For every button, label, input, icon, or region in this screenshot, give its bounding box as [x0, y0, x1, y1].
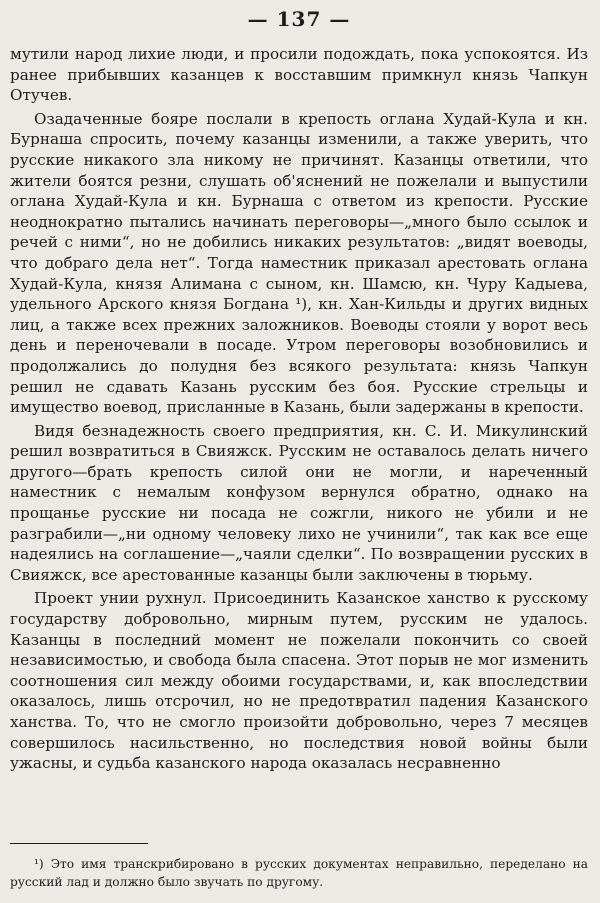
- page-number: — 137 —: [247, 7, 351, 31]
- paragraph-1: мутили народ лихие люди, и просили подождать, пока успокоятся. Из ранее прибывших казанцев к восставшим примкнул князь Чапкун Отучев.: [10, 45, 588, 105]
- paragraph-2: Озадаченные бояре послали в крепость оглана Худай-Кула и кн. Бурнаша спросить, почему казанцы изменили, а также уверить, что русские никакого зла никому не причинят. Казанцы ответили, что жители боятся резни, слушать об'яснений не пожелали и выпустили оглана Худай-Кула и кн. Бурнаша с ответом из крепости. Русские неоднократно пытались начинать переговоры—„много было ссылок и речей с ними“, но не добились никаких результатов: „видят воеводы, что добраго дела нет“. Тогда наместник приказал арестовать оглана Худай-Кула, князя Алимана с сыном, кн. Шамсю, кн. Чуру Кадыева, удельного Арского князя Богдана ¹), кн. Хан-Кильды и других видных лиц, а также всех прежних заложников. Воеводы стояли у ворот весь день и переночевали в посаде. Утром переговоры возобновились и продолжались до полудня без всякого результата: князь Чапкун решил не сдавать Казань русским без боя. Русские стрельцы и имущество воевод, присланные в Казань, были задержаны в крепости.: [10, 109, 588, 417]
- main-text: [10, 44, 588, 774]
- footnote-divider: [10, 843, 148, 844]
- paragraph-4: Проект унии рухнул. Присоединить Казанское ханство к русскому государству добровольно, мирным путем, русским не удалось. Казанцы в последний момент не пожелали покончить со своей независимостью, и свобода была спасена. Этот порыв не мог изменить соотношения сил между обоими государствами, и, как впоследствии оказалось, лишь отсрочил, но не предотвратил падения Казанского ханства. То, что не смогло произойти добровольно, через 7 месяцев совершилось насильственно, но последствия новой войны были ужасны, и судьба казанского народа оказалась несравненно: [10, 589, 588, 773]
- paragraph-3: Видя безнадежность своего предприятия, кн. С. И. Микулинский решил возвратиться в Свияжск. Русским не оставалось делать ничего другого—брать крепость силой они не могли, и нареченный наместник с немалым конфузом вернулся обратно, однако на прощанье русские ни посада не сожгли, никого не убили и не разграбили—„ни одному человеку лихо не учинили“, так как все еще надеялись на соглашение—„чаяли сделки“. По возвращении русских в Свияжск, все арестованные казанцы были заключены в тюрьму.: [10, 421, 588, 584]
- footnote: ¹) Это имя транскрибировано в русских документах неправильно, переделано на русский лад и должно было звучать по другому.: [10, 857, 588, 889]
